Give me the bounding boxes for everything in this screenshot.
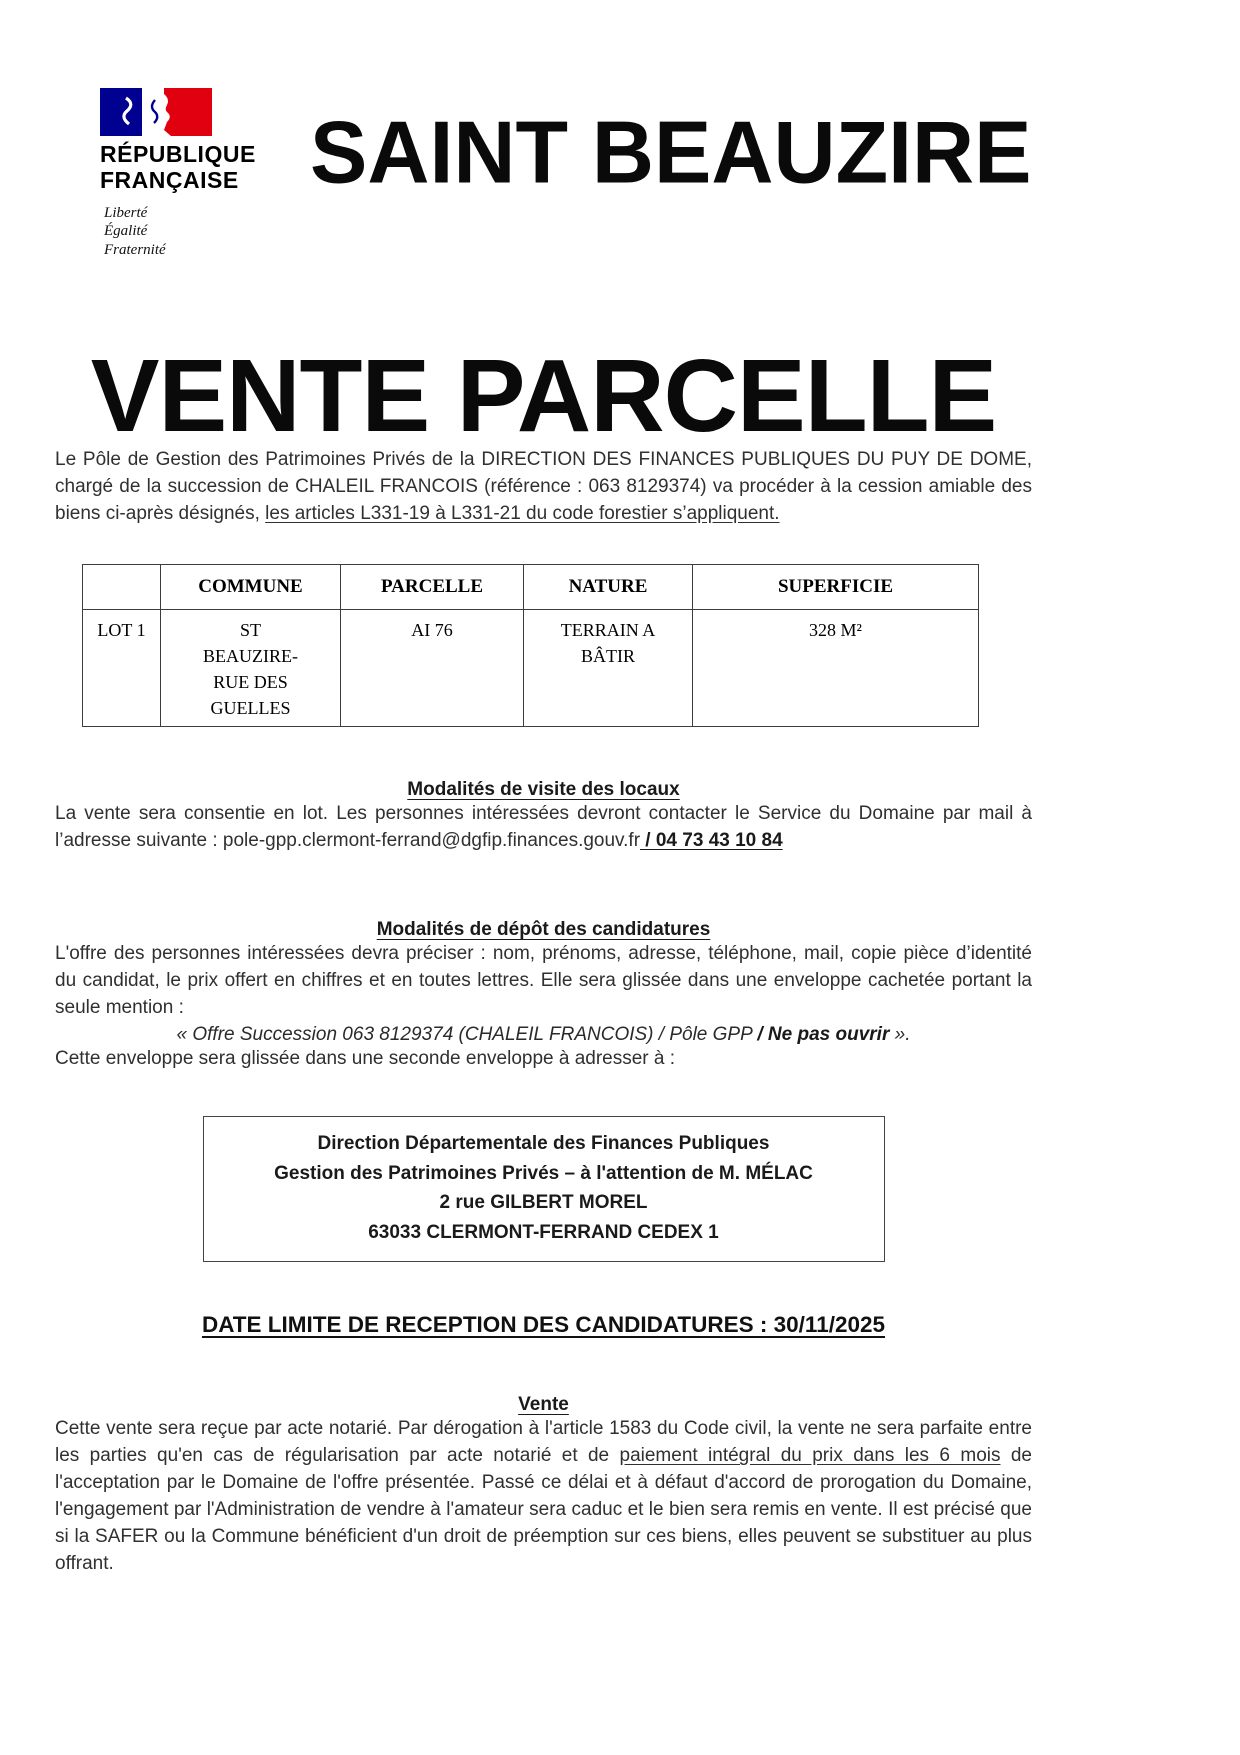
vente-underlined-clause: paiement intégral du prix dans les 6 mois — [619, 1445, 1001, 1467]
commune-title: SAINT BEAUZIRE — [310, 104, 1032, 202]
cell-superficie: 328 M² — [693, 609, 979, 726]
visite-text: La vente sera consentie en lot. Les personnes intéressées devront contacter le Service du Domaine par mail à l’adresse suivante : — [55, 802, 1032, 851]
header-commune: COMMUNE — [161, 564, 341, 609]
logo-line2: FRANÇAISE — [100, 166, 239, 193]
mention-ne-pas-ouvrir: / Ne pas ouvrir — [757, 1023, 890, 1045]
republique-francaise-logo — [100, 88, 260, 260]
vente-text-2: de l'acceptation par le Domaine de l'offre présentée. Passé ce délai et à défaut d'accord de prorogation du Domaine, l'engagement par l'Administration de vendre à l'amateur sera caduc et le bien sera remis en vente. Il est précisé que si la SAFER ou la Commune bénéficient d'un droit de préemption sur ces biens, elles peuvent se substituer au plus offrant. — [55, 1445, 1032, 1575]
motto-egalite: Égalité — [104, 223, 148, 240]
header-nature: NATURE — [524, 564, 693, 609]
page-title: VENTE PARCELLE — [90, 337, 997, 453]
contact-phone: / 04 73 43 10 84 — [640, 829, 783, 851]
mention-closing-quote: ». — [889, 1023, 911, 1045]
envelope-note: Cette enveloppe sera glissée dans une seconde enveloppe à adresser à : — [55, 1047, 676, 1069]
cell-nature: TERRAIN A BÂTIR — [524, 609, 693, 726]
table-header-row — [83, 564, 979, 609]
cell-lot: LOT 1 — [83, 609, 161, 726]
section-heading-visite: Modalités de visite des locaux — [407, 778, 680, 800]
table-row — [83, 609, 979, 726]
intro-underlined-clause: les articles L331-19 à L331-21 du code forestier s’appliquent. — [265, 502, 780, 524]
logo-wordmark — [100, 142, 260, 194]
intro-paragraph — [55, 447, 1032, 528]
section-heading-vente: Vente — [518, 1394, 569, 1416]
address-box — [203, 1116, 885, 1262]
header — [100, 88, 1240, 260]
logo-line1: RÉPUBLIQUE — [100, 141, 256, 167]
address-line-attention: Gestion des Patrimoines Privés – à l'attention de M. MÉLAC — [274, 1162, 813, 1184]
document-body — [55, 337, 1032, 1578]
depot-paragraph: L'offre des personnes intéressées devra préciser : nom, prénoms, adresse, téléphone, mail, copie pièce d’identité du candidat, le prix offert en chiffres et en toutes lettres. Elle sera glissée dans une enveloppe cachetée portant la seule mention : — [55, 942, 1032, 1018]
vente-text-1: Cette vente sera reçue par acte notarié. Par dérogation à l'article 1583 du Code civil, la vente ne sera parfaite entre les parties qu'en cas de régularisation par acte notarié et de — [55, 1418, 1032, 1467]
visite-paragraph — [55, 801, 1032, 855]
envelope-mention — [55, 1024, 1032, 1046]
contact-email: pole-gpp.clermont-ferrand@dgfip.finances.gouv.fr — [222, 829, 641, 851]
deadline-banner: DATE LIMITE DE RECEPTION DES CANDIDATURES : 30/11/2025 — [201, 1312, 886, 1338]
lots-table — [82, 564, 979, 727]
section-heading-depot: Modalités de dépôt des candidatures — [376, 918, 711, 940]
header-empty — [83, 564, 161, 609]
mention-text: « Offre Succession 063 8129374 (CHALEIL FRANCOIS) / Pôle GPP — [176, 1023, 758, 1045]
intro-text: Le Pôle de Gestion des Patrimoines Privés de la DIRECTION DES FINANCES PUBLIQUES DU PUY DE DOME, chargé de la succession de CHALEIL FRANCOIS (référence : 063 8129374) va procéder à la cession amiable des biens ci-après désignés, — [55, 448, 1032, 524]
address-line-direction: Direction Départementale des Finances Publiques — [317, 1133, 770, 1155]
address-line-city: 63033 CLERMONT-FERRAND CEDEX 1 — [368, 1221, 719, 1243]
french-flag-marianne-icon — [100, 88, 212, 136]
header-parcelle: PARCELLE — [341, 564, 524, 609]
header-superficie: SUPERFICIE — [693, 564, 979, 609]
cell-commune: ST BEAUZIRE-RUE DES GUELLES — [161, 609, 341, 726]
motto-fraternite: Fraternité — [104, 242, 166, 258]
cell-parcelle: AI 76 — [341, 609, 524, 726]
motto-liberte: Liberté — [104, 204, 148, 221]
address-line-street: 2 rue GILBERT MOREL — [439, 1192, 648, 1214]
logo-motto — [104, 204, 260, 260]
vente-paragraph — [55, 1416, 1032, 1578]
